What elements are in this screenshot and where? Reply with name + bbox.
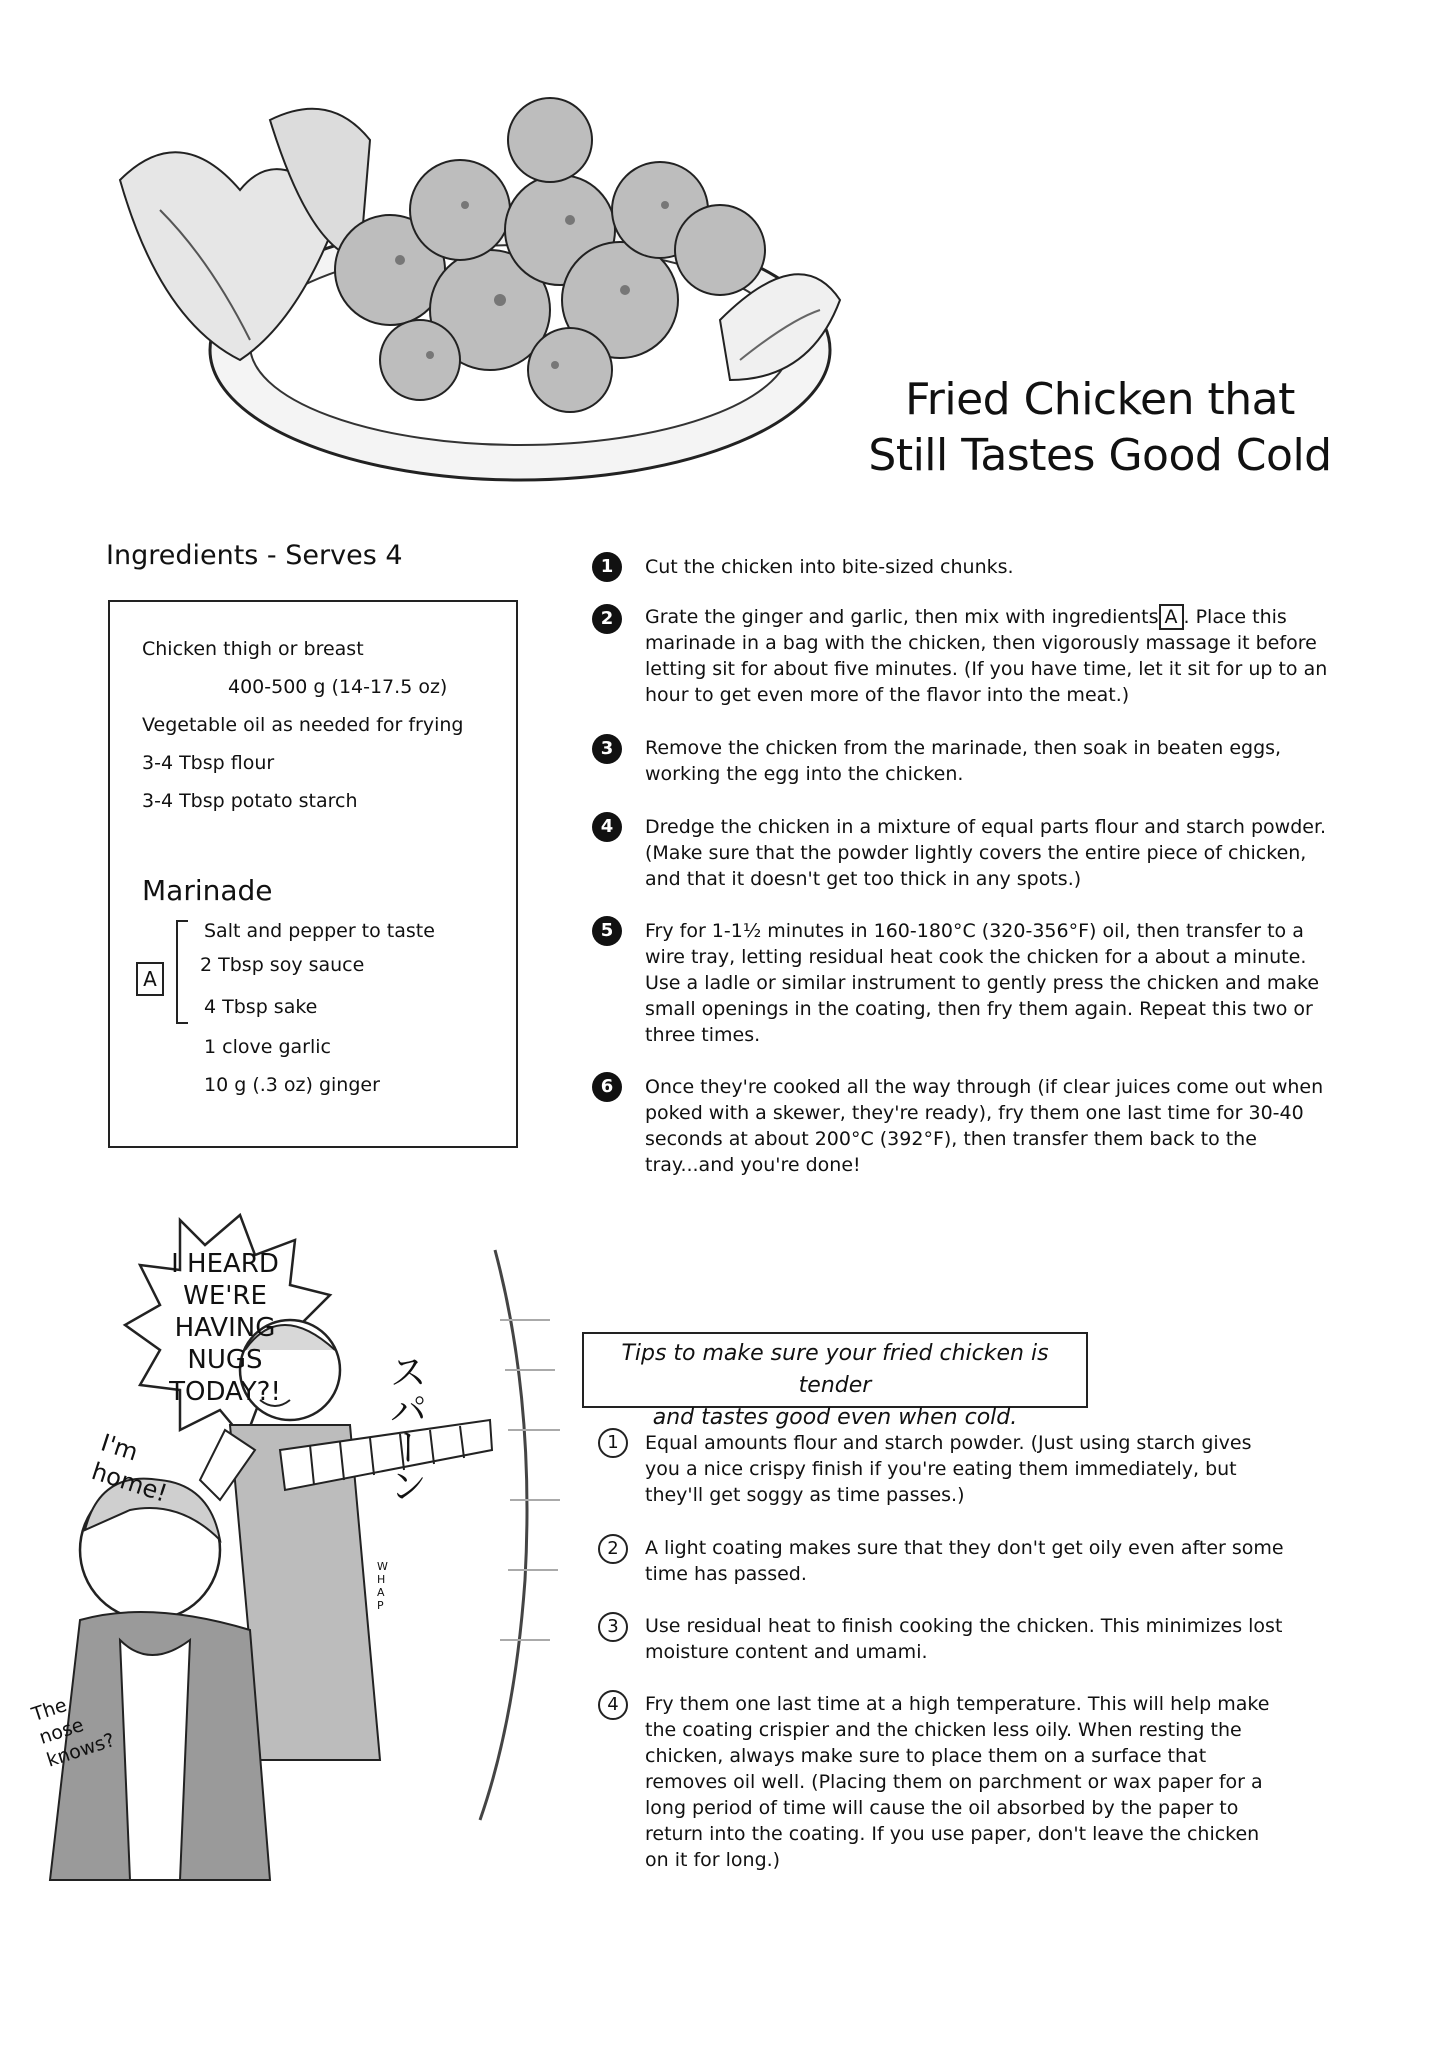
step-number: 2 bbox=[592, 604, 622, 634]
marinade-item: 10 g (.3 oz) ginger bbox=[204, 1074, 380, 1096]
step-text: Once they're cooked all the way through (if clear juices come out when poked with a skewer, they're ready), fry them one last time for 30-40 seconds at about 200°C (392°F), then transfer them back to the tray...and you're done! bbox=[645, 1076, 1324, 1176]
marinade-item: 4 Tbsp sake bbox=[204, 996, 318, 1018]
im-home-text: I'm home! bbox=[88, 1428, 171, 1508]
ingredients-box bbox=[108, 600, 518, 1148]
recipe-title-line2: Still Tastes Good Cold bbox=[868, 430, 1332, 481]
tip-text: A light coating makes sure that they don't get oily even after some time has passed. bbox=[645, 1537, 1284, 1585]
comic-illustration bbox=[30, 1200, 590, 1900]
step-text: Cut the chicken into bite-sized chunks. bbox=[645, 556, 1014, 578]
recipe-title-line1: Fried Chicken that bbox=[905, 374, 1295, 425]
step-number: 5 bbox=[592, 916, 622, 946]
step-text-part: Grate the ginger and garlic, then mix with ingredients bbox=[645, 606, 1159, 628]
ingredient-item: 3-4 Tbsp flour bbox=[142, 752, 275, 774]
ingredient-item: Chicken thigh or breast bbox=[142, 638, 364, 660]
step-number: 4 bbox=[592, 812, 622, 842]
tips-heading-line2: and tastes good even when cold. bbox=[652, 1405, 1018, 1430]
tip-text: Fry them one last time at a high temperature. This will help make the coating crispier and the chicken less oily. When resting the chicken, always make sure to place them on a surface that removes oil well. (Placing them on parchment or wax paper for a long period of time will cause the oil absorbed by the paper to return into the coating. If you use paper, don't leave the chicken on it for long.) bbox=[645, 1693, 1270, 1871]
sfx-whap: WHAP bbox=[377, 1560, 388, 1612]
tip-text: Equal amounts flour and starch powder. (Just using starch gives you a nice crispy finish if you're eating them immediately, but they'll get soggy as time passes.) bbox=[645, 1432, 1252, 1506]
tip-text: Use residual heat to finish cooking the chicken. This minimizes lost moisture content and umami. bbox=[645, 1615, 1283, 1663]
sfx-katakana: スパーン bbox=[383, 1352, 427, 1504]
ingredients-heading: Ingredients - Serves 4 bbox=[106, 540, 403, 571]
step-text: Fry for 1-1½ minutes in 160-180°C (320-356°F) oil, then transfer to a wire tray, letting residual heat cook the chicken for a about a minute. Use a ladle or similar instrument to gently press the chicken and make small openings in the coating, then fry them again. Repeat this two or three times. bbox=[645, 920, 1320, 1046]
step-text: Remove the chicken from the marinade, then soak in beaten eggs, working the egg into the chicken. bbox=[645, 737, 1282, 785]
recipe-title bbox=[820, 372, 1380, 484]
ingredient-item: 3-4 Tbsp potato starch bbox=[142, 790, 358, 812]
tip-number: 2 bbox=[598, 1534, 628, 1564]
ingredient-item: 400-500 g (14-17.5 oz) bbox=[228, 676, 448, 698]
step-label-a: A bbox=[1159, 604, 1184, 630]
marinade-label-a: A bbox=[136, 962, 164, 996]
step-text-part: . Place this marinade in a bag with the chicken, then vigorously massage it before letting sit for about five minutes. (If you have time, let it sit for up to an hour to get even more of the flavor into the meat.) bbox=[645, 606, 1328, 706]
marinade-bracket bbox=[176, 920, 188, 1024]
marinade-item: 1 clove garlic bbox=[204, 1036, 331, 1058]
tip-number: 3 bbox=[598, 1612, 628, 1642]
marinade-item: 2 Tbsp soy sauce bbox=[200, 954, 365, 976]
tip-number: 4 bbox=[598, 1690, 628, 1720]
tip-number: 1 bbox=[598, 1428, 628, 1458]
step-number: 6 bbox=[592, 1072, 622, 1102]
tips-heading-box bbox=[582, 1332, 1088, 1430]
step-number: 3 bbox=[592, 734, 622, 764]
tips-heading-line1: Tips to make sure your fried chicken is tender bbox=[621, 1341, 1049, 1398]
speech-bubble-text: I HEARD WE'RE HAVING NUGS TODAY?! bbox=[169, 1249, 281, 1407]
marinade-item: Salt and pepper to taste bbox=[204, 920, 435, 942]
step-number: 1 bbox=[592, 552, 622, 582]
step-text: Dredge the chicken in a mixture of equal parts flour and starch powder. (Make sure that the powder lightly covers the entire piece of chicken, and that it doesn't get too thick in any spots.) bbox=[645, 816, 1327, 890]
fried-chicken-plate-illustration bbox=[100, 60, 900, 500]
marinade-heading: Marinade bbox=[142, 874, 273, 907]
ingredient-item: Vegetable oil as needed for frying bbox=[142, 714, 464, 736]
nose-knows-text: The nose knows? bbox=[29, 1694, 118, 1772]
step-text bbox=[645, 604, 1335, 708]
